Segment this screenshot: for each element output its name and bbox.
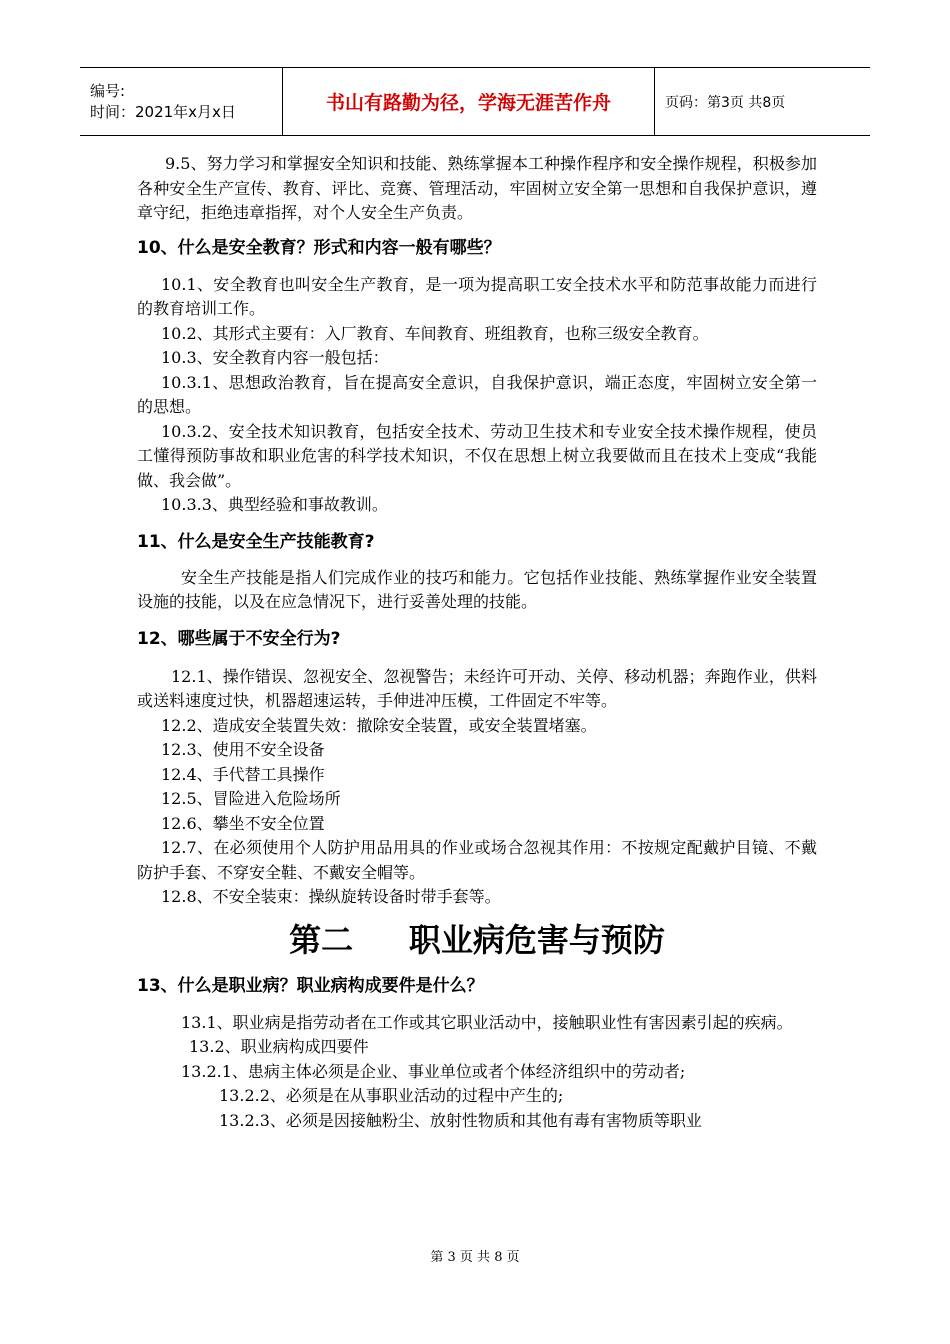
heading-11: 11、什么是安全生产技能教育?: [137, 531, 375, 552]
time-label: 时间：2021年x月x日: [90, 102, 236, 121]
paragraph-12-7: 12.7、在必须使用个人防护用品用具的作业或场合忽视其作用：不按规定配戴护目镜、不戴防护手套、不穿安全鞋、不戴安全帽等。: [137, 838, 817, 882]
paragraph-12-5: 12.5、冒险进入危险场所: [161, 789, 341, 808]
paragraph-13-2-2: 13.2.2、必须是在从事职业活动的过程中产生的;: [219, 1086, 564, 1105]
paragraph-13-2-1: 13.2.1、患病主体必须是企业、事业单位或者个体经济组织中的劳动者;: [181, 1061, 686, 1081]
paragraph-12-8: 12.8、不安全装束：操纵旋转设备时带手套等。: [161, 887, 501, 906]
page-header: [80, 67, 870, 136]
paragraph-12-3: 12.3、使用不安全设备: [161, 740, 325, 759]
heading-10: 10、什么是安全教育？形式和内容一般有哪些？: [137, 237, 501, 258]
paragraph-10-2: 10.2、其形式主要有：入厂教育、车间教育、班组教育，也称三级安全教育。: [161, 323, 709, 343]
page-footer: [0, 1246, 950, 1265]
paragraph-11: 安全生产技能是指人们完成作业的技巧和能力。它包括作业技能、熟练掌握作业安全装置设施的技能，以及在应急情况下，进行妥善处理的技能。: [137, 567, 817, 611]
paragraph-10-3-2: 10.3.2、安全技术知识教育，包括安全技术、劳动卫生技术和专业安全技术操作规程，使员工懂得预防事故和职业危害的科学技术知识，不仅在思想上树立我要做而且在技术上变成“我能做、我会做”。: [137, 421, 817, 490]
heading-12: 12、哪些属于不安全行为?: [137, 628, 341, 649]
chapter-title: 第二 职业病危害与预防: [289, 920, 665, 959]
header-page-info: [655, 68, 870, 135]
paragraph-12-2: 12.2、造成安全装置失效：撤除安全装置，或安全装置堵塞。: [161, 715, 597, 735]
document-body: [137, 152, 817, 1133]
footer-page-number: 第 3 页 共 8 页: [430, 1250, 520, 1265]
paragraph-10-1: 10.1、安全教育也叫安全生产教育，是一项为提高职工安全技术水平和防范事故能力而进行的教育培训工作。: [137, 274, 817, 318]
motto-text: 书山有路勤为径，学海无涯苦作舟: [325, 92, 611, 114]
paragraph-10-3: 10.3、安全教育内容一般包括：: [161, 348, 389, 367]
paragraph-12-4: 12.4、手代替工具操作: [161, 764, 325, 784]
paragraph-13-1: 13.1、职业病是指劳动者在工作或其它职业活动中，接触职业性有害因素引起的疾病。: [181, 1012, 793, 1032]
paragraph-12-1: 12.1、操作错误、忽视安全、忽视警告；未经许可开动、关停、移动机器；奔跑作业，供料或送料速度过快，机器超速运转，手伸进冲压模，工件固定不牢等。: [137, 666, 817, 710]
paragraph-13-2-3: 13.2.3、必须是因接触粉尘、放射性物质和其他有毒有害物质等职业: [219, 1110, 702, 1130]
number-label: 编号:: [90, 81, 126, 100]
paragraph-13-2: 13.2、职业病构成四要件: [189, 1037, 369, 1056]
paragraph-10-3-1: 10.3.1、思想政治教育，旨在提高安全意识，自我保护意识，端正态度，牢固树立安全第一的思想。: [137, 372, 817, 416]
header-meta: [80, 68, 282, 135]
paragraph-9-5: 9.5、努力学习和掌握安全知识和技能、熟练掌握本工种操作程序和安全操作规程，积极参加各种安全生产宣传、教育、评比、竞赛、管理活动，牢固树立安全第一思想和自我保护意识，遵章守纪，拒绝违章指挥，对个人安全生产负责。: [137, 154, 817, 222]
paragraph-10-3-3: 10.3.3、典型经验和事故教训。: [161, 495, 388, 514]
heading-13: 13、什么是职业病？职业病构成要件是什么？: [137, 975, 484, 996]
paragraph-12-6: 12.6、攀坐不安全位置: [161, 813, 325, 833]
header-motto: [282, 68, 655, 135]
page-info-text: 页码：第3页 共8页: [665, 94, 786, 111]
